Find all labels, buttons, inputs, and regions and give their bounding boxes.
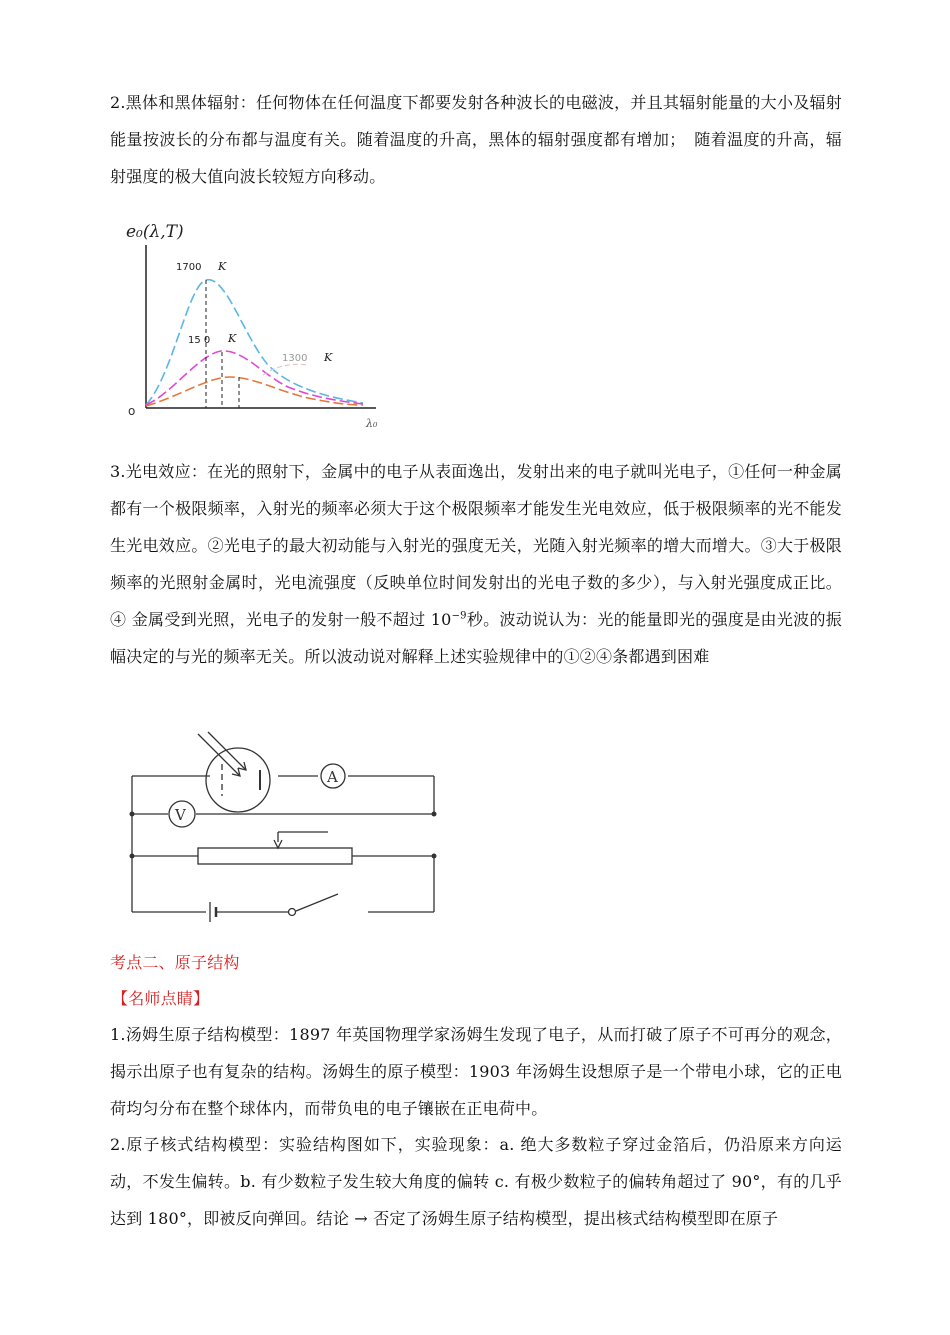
photoelectric-circuit-diagram [118, 722, 448, 922]
label-1300-unit: K [324, 351, 333, 364]
blackbody-paragraph [110, 84, 842, 195]
photoelectric-text-part1: 3.光电效应：在光的照射下，金属中的电子从表面逸出，发射出来的电子就叫光电子，①任何一种金属都有一个极限频率，入射光的频率必须大于这个极限频率才能发生光电效应，低于极限频率的光不能发生光电效应。②光电子的最大初动能与入射光的强度无关，光随入射光频率的增大而增大。③大于极限频率的光照射金属时，光电流强度（反映单位时间发射出的光电子数的多少），与入射光强度成正比。④ 金属受到光照，光电子的发射一般不超过 10 [110, 462, 842, 629]
junction-dot-1 [130, 812, 135, 817]
thomson-model-paragraph [110, 1016, 842, 1127]
nuclear-model-paragraph [110, 1126, 842, 1237]
switch-pivot [289, 909, 296, 916]
junction-dot-3 [130, 854, 135, 859]
junction-dot-2 [432, 812, 437, 817]
label-1700-unit: K [218, 260, 227, 273]
chart-origin: o [128, 404, 136, 418]
switch-lever [296, 894, 338, 911]
label-1700: 1700 [176, 262, 202, 273]
section-subheading: 【名师点睛】 [112, 989, 210, 1008]
ammeter-label: A [327, 768, 338, 786]
light-ray-1 [198, 734, 240, 776]
curve-1300k [146, 377, 363, 406]
thomson-model-text: 1.汤姆生原子结构模型：1897 年英国物理学家汤姆生发现了电子，从而打破了原子不可再分的观念，揭示出原子也有复杂的结构。汤姆生的原子模型：1903 年汤姆生设想原子是一个带电小球，它的正电荷均匀分布在整个球体内，而带负电的电子镶嵌在正电荷中。 [110, 1025, 842, 1118]
voltmeter-label: V [175, 806, 186, 824]
rheostat [198, 848, 352, 864]
photoelectric-text-part2: 秒。波动说认为：光的能量即光的强度是由光波的振幅决定的与光的频率无关。所以波动说对解释上述实验规律中的①②④条都遇到困难 [110, 610, 842, 666]
chart-x-label: λ₀ [366, 417, 378, 430]
label-1500-unit: K [228, 332, 237, 345]
label-1500: 15 0 [188, 335, 211, 346]
label-1300: 1300 [282, 353, 308, 364]
curve-1700k [146, 280, 363, 405]
blackbody-radiation-chart [118, 215, 388, 435]
junction-dot-4 [432, 854, 437, 859]
curve-1300k-label-tail [263, 364, 308, 375]
nuclear-model-text: 2.原子核式结构模型：实验结构图如下，实验现象：a. 绝大多数粒子穿过金箔后，仍沿原来方向运动，不发生偏转。b. 有少数粒子发生较大角度的偏转 c. 有极少数粒子的偏转角超过了 90°，有的几乎达到 180°，即被反向弹回。结论 → 否定了汤姆生原子结构模型，提出核式结构模型即在原子 [110, 1135, 842, 1228]
blackbody-text: 2.黑体和黑体辐射：任何物体在任何温度下都要发射各种波长的电磁波，并且其辐射能量的大小及辐射能量按波长的分布都与温度有关。随着温度的升高，黑体的辐射强度都有增加； 随着温度的升高，辐射强度的极大值向波长较短方向移动。 [110, 93, 842, 186]
section-heading: 考点二、原子结构 [110, 953, 240, 972]
chart-y-label: e₀(λ,T) [126, 222, 184, 242]
light-ray-2 [208, 732, 246, 770]
photoelectric-paragraph [110, 453, 842, 675]
photoelectric-exponent: −9 [451, 610, 467, 622]
